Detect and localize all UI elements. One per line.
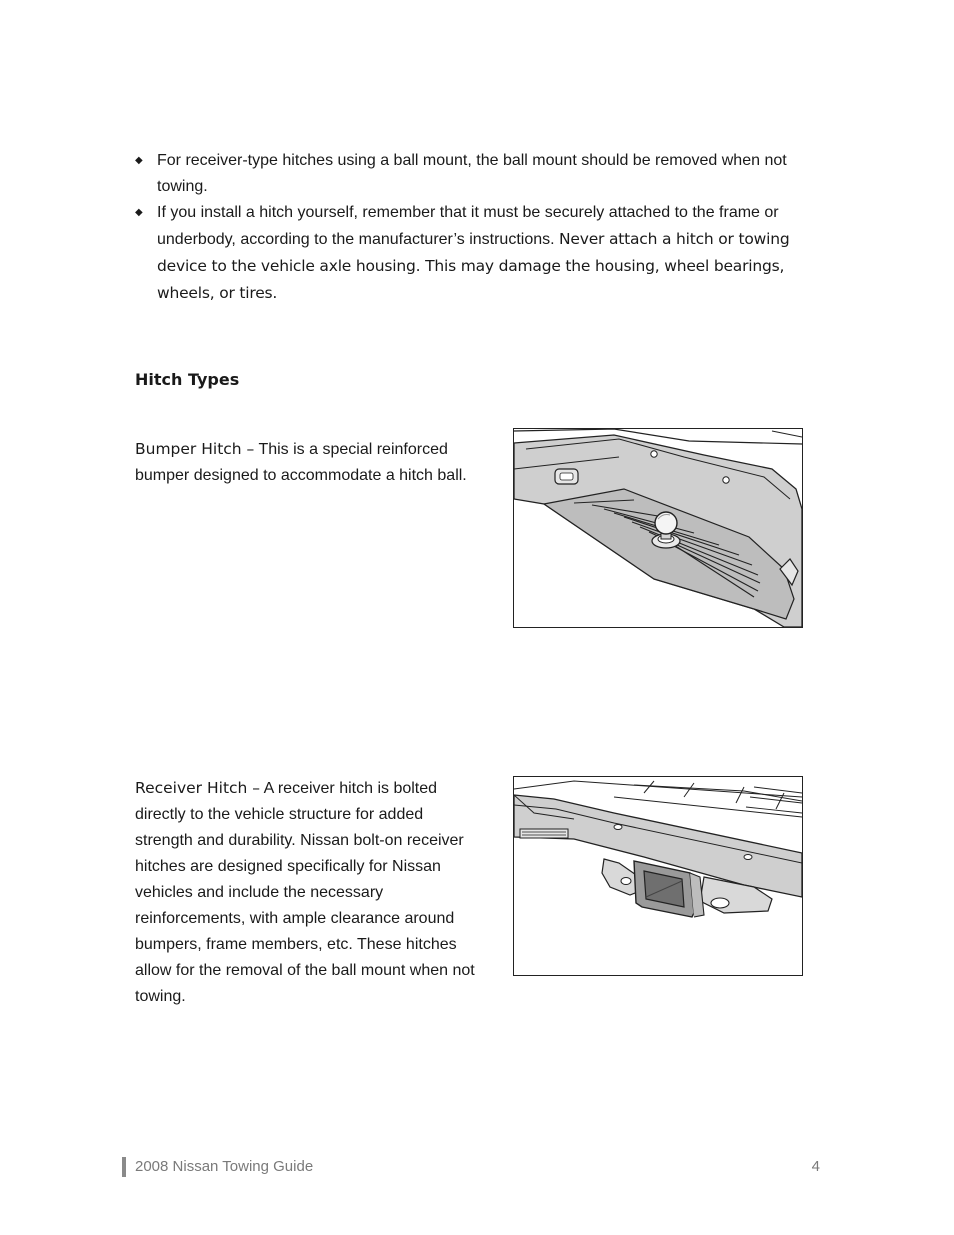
bumper-hitch-illustration <box>514 429 802 627</box>
bullet-list <box>135 148 815 307</box>
footer-title: 2008 Nissan Towing Guide <box>135 1158 314 1175</box>
footer-divider-bar <box>122 1157 126 1177</box>
receiver-hitch-figure <box>513 776 803 976</box>
diamond-bullet-icon: ◆ <box>135 207 143 218</box>
bullet-text: For receiver-type hitches using a ball mount, the ball mount should be removed when not towing. <box>157 152 787 195</box>
bumper-hitch-figure <box>513 428 803 628</box>
page-number: 4 <box>811 1158 820 1175</box>
bumper-hitch-description <box>135 436 475 489</box>
receiver-hitch-description <box>135 775 475 1010</box>
bumper-hitch-term: Bumper Hitch – <box>135 440 255 458</box>
bumper-hitch-text: This is a special reinforced bumper designed to accommodate a hitch ball. <box>135 441 467 484</box>
section-heading: Hitch Types <box>135 370 240 389</box>
bullet-text: If you install a hitch yourself, remember that it must be securely attached to the frame or underbody, according to the manufacturer’s instructions. <box>157 204 779 248</box>
receiver-hitch-term: Receiver Hitch – <box>135 779 261 797</box>
diamond-bullet-icon: ◆ <box>135 155 143 166</box>
page-footer <box>122 1156 820 1178</box>
bullet-item <box>135 148 815 200</box>
receiver-hitch-text: A receiver hitch is bolted directly to the vehicle structure for added strength and durability. Nissan bolt-on receiver hitches are designed specifically for Nissan vehicles and include the necessary reinforcements, with ample clearance around bumpers, frame members, etc. These hitches allow for the removal of the ball mount when not towing. <box>135 780 475 1005</box>
bullet-item <box>135 200 815 307</box>
receiver-hitch-illustration <box>514 777 802 975</box>
warning-text: Never attach a hitch or towing device to the vehicle axle housing. This may damage the housing, wheel bearings, wheels, or tires. <box>157 230 790 302</box>
